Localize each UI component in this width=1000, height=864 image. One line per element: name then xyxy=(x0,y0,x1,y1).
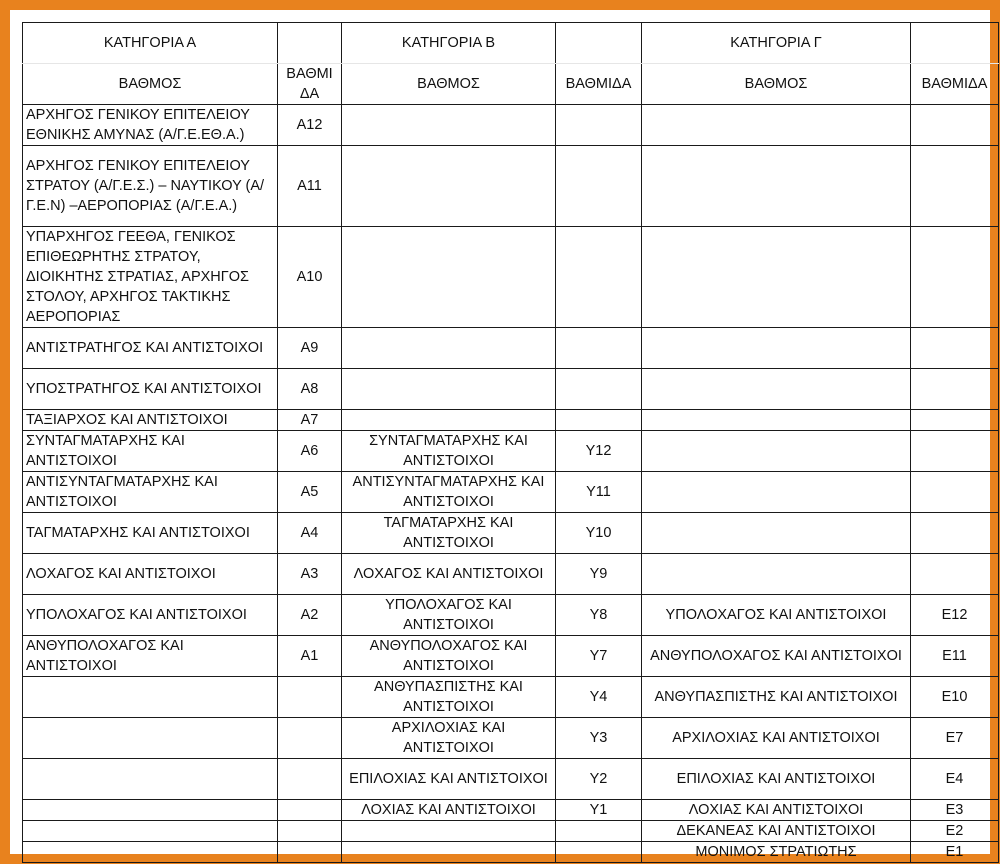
grade-b-cell xyxy=(556,105,642,146)
grade-b-cell: Υ7 xyxy=(556,636,642,677)
table-row xyxy=(23,472,999,513)
rank-b-cell xyxy=(342,410,556,431)
grade-c-cell: Ε3 xyxy=(911,800,999,821)
grade-c-cell xyxy=(911,513,999,554)
grade-a-cell: Α12 xyxy=(278,105,342,146)
grade-c-cell: Ε1 xyxy=(911,842,999,863)
rank-c-cell: ΜΟΝΙΜΟΣ ΣΤΡΑΤΙΩΤΗΣ xyxy=(642,842,911,863)
rank-a-column-header: ΒΑΘΜΟΣ xyxy=(23,64,278,105)
grade-a-column-header: ΒΑΘΜΙ ΔΑ xyxy=(278,64,342,105)
rank-c-cell: ΑΡΧΙΛΟΧΙΑΣ ΚΑΙ ΑΝΤΙΣΤΟΙΧΟΙ xyxy=(642,718,911,759)
table-row xyxy=(23,554,999,595)
category-c-grade-spacer xyxy=(911,23,999,64)
grade-a-cell: Α7 xyxy=(278,410,342,431)
rank-b-cell: ΑΡΧΙΛΟΧΙΑΣ ΚΑΙ ΑΝΤΙΣΤΟΙΧΟΙ xyxy=(342,718,556,759)
rank-c-cell: ΔΕΚΑΝΕΑΣ ΚΑΙ ΑΝΤΙΣΤΟΙΧΟΙ xyxy=(642,821,911,842)
rank-c-cell xyxy=(642,472,911,513)
grade-c-cell xyxy=(911,554,999,595)
table-row xyxy=(23,842,999,863)
grade-c-cell: Ε7 xyxy=(911,718,999,759)
rank-b-cell: ΛΟΧΙΑΣ ΚΑΙ ΑΝΤΙΣΤΟΙΧΟΙ xyxy=(342,800,556,821)
rank-c-cell xyxy=(642,369,911,410)
rank-b-cell: ΤΑΓΜΑΤΑΡΧΗΣ ΚΑΙ ΑΝΤΙΣΤΟΙΧΟΙ xyxy=(342,513,556,554)
table-row xyxy=(23,105,999,146)
rank-a-cell: ΑΡΧΗΓΟΣ ΓΕΝΙΚΟΥ ΕΠΙΤΕΛΕΙΟΥ ΣΤΡΑΤΟΥ (Α/Γ.Ε.Σ.) – ΝΑΥΤΙΚΟΥ (Α/Γ.Ε.Ν) –ΑΕΡΟΠΟΡΙΑΣ (Α/Γ.Ε.Α.) xyxy=(23,146,278,227)
rank-b-cell: ΣΥΝΤΑΓΜΑΤΑΡΧΗΣ ΚΑΙ ΑΝΤΙΣΤΟΙΧΟΙ xyxy=(342,431,556,472)
rank-c-cell xyxy=(642,146,911,227)
rank-b-column-header: ΒΑΘΜΟΣ xyxy=(342,64,556,105)
grade-a-cell: Α9 xyxy=(278,328,342,369)
rank-c-cell: ΑΝΘΥΠΑΣΠΙΣΤΗΣ ΚΑΙ ΑΝΤΙΣΤΟΙΧΟΙ xyxy=(642,677,911,718)
rank-a-cell: ΣΥΝΤΑΓΜΑΤΑΡΧΗΣ ΚΑΙ ΑΝΤΙΣΤΟΙΧΟΙ xyxy=(23,431,278,472)
grade-b-cell xyxy=(556,821,642,842)
rank-a-cell: ΑΡΧΗΓΟΣ ΓΕΝΙΚΟΥ ΕΠΙΤΕΛΕΙΟΥ ΕΘΝΙΚΗΣ ΑΜΥΝΑΣ (Α/Γ.Ε.ΕΘ.Α.) xyxy=(23,105,278,146)
grade-c-cell xyxy=(911,472,999,513)
grade-b-cell: Υ3 xyxy=(556,718,642,759)
table-row xyxy=(23,513,999,554)
rank-c-cell: ΑΝΘΥΠΟΛΟΧΑΓΟΣ ΚΑΙ ΑΝΤΙΣΤΟΙΧΟΙ xyxy=(642,636,911,677)
grade-c-cell xyxy=(911,410,999,431)
grade-a-cell xyxy=(278,800,342,821)
rank-c-cell xyxy=(642,513,911,554)
rank-c-cell xyxy=(642,105,911,146)
table-row xyxy=(23,759,999,800)
table-row xyxy=(23,410,999,431)
category-b-grade-spacer xyxy=(556,23,642,64)
table-row xyxy=(23,677,999,718)
grade-b-cell xyxy=(556,146,642,227)
rank-a-cell: ΛΟΧΑΓΟΣ ΚΑΙ ΑΝΤΙΣΤΟΙΧΟΙ xyxy=(23,554,278,595)
rank-c-cell xyxy=(642,227,911,328)
category-a-grade-spacer xyxy=(278,23,342,64)
grade-b-cell xyxy=(556,227,642,328)
grade-a-cell: Α10 xyxy=(278,227,342,328)
table-row xyxy=(23,718,999,759)
table-row xyxy=(23,800,999,821)
grade-b-cell: Υ8 xyxy=(556,595,642,636)
grade-c-cell xyxy=(911,146,999,227)
grade-a-cell xyxy=(278,821,342,842)
rank-c-cell: ΛΟΧΙΑΣ ΚΑΙ ΑΝΤΙΣΤΟΙΧΟΙ xyxy=(642,800,911,821)
grade-c-cell xyxy=(911,105,999,146)
grade-c-cell xyxy=(911,328,999,369)
grade-b-cell: Υ9 xyxy=(556,554,642,595)
rank-c-cell xyxy=(642,554,911,595)
grade-a-cell: Α2 xyxy=(278,595,342,636)
rank-a-cell xyxy=(23,718,278,759)
rank-b-cell xyxy=(342,105,556,146)
table-row xyxy=(23,636,999,677)
grade-b-cell: Υ10 xyxy=(556,513,642,554)
rank-c-cell xyxy=(642,328,911,369)
grade-c-cell xyxy=(911,227,999,328)
rank-a-cell: ΑΝΘΥΠΟΛΟΧΑΓΟΣ ΚΑΙ ΑΝΤΙΣΤΟΙΧΟΙ xyxy=(23,636,278,677)
rank-c-cell: ΕΠΙΛΟΧΙΑΣ ΚΑΙ ΑΝΤΙΣΤΟΙΧΟΙ xyxy=(642,759,911,800)
grade-c-cell xyxy=(911,369,999,410)
grade-b-cell: Υ4 xyxy=(556,677,642,718)
table-row xyxy=(23,431,999,472)
grade-b-column-header: ΒΑΘΜΙΔΑ xyxy=(556,64,642,105)
table-row xyxy=(23,227,999,328)
grade-a-cell xyxy=(278,718,342,759)
rank-b-cell: ΑΝΤΙΣΥΝΤΑΓΜΑΤΑΡΧΗΣ ΚΑΙ ΑΝΤΙΣΤΟΙΧΟΙ xyxy=(342,472,556,513)
table-row xyxy=(23,821,999,842)
grade-a-cell xyxy=(278,842,342,863)
rank-b-cell xyxy=(342,146,556,227)
rank-b-cell xyxy=(342,821,556,842)
rank-a-cell: ΑΝΤΙΣΥΝΤΑΓΜΑΤΑΡΧΗΣ ΚΑΙ ΑΝΤΙΣΤΟΙΧΟΙ xyxy=(23,472,278,513)
grade-c-cell: Ε4 xyxy=(911,759,999,800)
grade-a-cell: Α5 xyxy=(278,472,342,513)
rank-a-cell xyxy=(23,800,278,821)
category-b-heading: ΚΑΤΗΓΟΡΙΑ Β xyxy=(342,23,556,64)
rank-a-cell: ΑΝΤΙΣΤΡΑΤΗΓΟΣ ΚΑΙ ΑΝΤΙΣΤΟΙΧΟΙ xyxy=(23,328,278,369)
header-row-categories xyxy=(23,23,999,64)
rank-correspondence-table xyxy=(22,22,999,863)
table-row xyxy=(23,369,999,410)
rank-a-cell: ΤΑΞΙΑΡΧΟΣ ΚΑΙ ΑΝΤΙΣΤΟΙΧΟΙ xyxy=(23,410,278,431)
rank-c-cell: ΥΠΟΛΟΧΑΓΟΣ ΚΑΙ ΑΝΤΙΣΤΟΙΧΟΙ xyxy=(642,595,911,636)
grade-b-cell xyxy=(556,328,642,369)
rank-a-cell xyxy=(23,821,278,842)
table-row xyxy=(23,146,999,227)
grade-c-cell: Ε12 xyxy=(911,595,999,636)
rank-b-cell xyxy=(342,227,556,328)
grade-b-cell: Υ1 xyxy=(556,800,642,821)
grade-c-cell: Ε11 xyxy=(911,636,999,677)
rank-c-cell xyxy=(642,431,911,472)
rank-a-cell xyxy=(23,759,278,800)
grade-a-cell xyxy=(278,677,342,718)
grade-b-cell: Υ12 xyxy=(556,431,642,472)
rank-a-cell: ΥΠΟΛΟΧΑΓΟΣ ΚΑΙ ΑΝΤΙΣΤΟΙΧΟΙ xyxy=(23,595,278,636)
grade-b-cell xyxy=(556,842,642,863)
category-a-heading: ΚΑΤΗΓΟΡΙΑ Α xyxy=(23,23,278,64)
table-row xyxy=(23,595,999,636)
rank-a-cell: ΥΠΟΣΤΡΑΤΗΓΟΣ ΚΑΙ ΑΝΤΙΣΤΟΙΧΟΙ xyxy=(23,369,278,410)
rank-a-cell: ΤΑΓΜΑΤΑΡΧΗΣ ΚΑΙ ΑΝΤΙΣΤΟΙΧΟΙ xyxy=(23,513,278,554)
rank-c-cell xyxy=(642,410,911,431)
category-c-heading: ΚΑΤΗΓΟΡΙΑ Γ xyxy=(642,23,911,64)
grade-c-cell: Ε2 xyxy=(911,821,999,842)
grade-c-column-header: ΒΑΘΜΙΔΑ xyxy=(911,64,999,105)
grade-a-cell: Α1 xyxy=(278,636,342,677)
grade-b-cell xyxy=(556,369,642,410)
rank-b-cell: ΥΠΟΛΟΧΑΓΟΣ ΚΑΙ ΑΝΤΙΣΤΟΙΧΟΙ xyxy=(342,595,556,636)
grade-b-cell xyxy=(556,410,642,431)
header-row-columns xyxy=(23,64,999,105)
grade-a-cell: Α4 xyxy=(278,513,342,554)
rank-b-cell xyxy=(342,369,556,410)
grade-b-cell: Υ11 xyxy=(556,472,642,513)
rank-a-cell xyxy=(23,842,278,863)
rank-a-cell: ΥΠΑΡΧΗΓΟΣ ΓΕΕΘΑ, ΓΕΝΙΚΟΣ ΕΠΙΘΕΩΡΗΤΗΣ ΣΤΡΑΤΟΥ, ΔΙΟΙΚΗΤΗΣ ΣΤΡΑΤΙΑΣ, ΑΡΧΗΓΟΣ ΣΤΟΛΟΥ, ΑΡΧΗΓΟΣ ΤΑΚΤΙΚΗΣ ΑΕΡΟΠΟΡΙΑΣ xyxy=(23,227,278,328)
grade-a-cell: Α3 xyxy=(278,554,342,595)
grade-b-cell: Υ2 xyxy=(556,759,642,800)
grade-a-cell: Α8 xyxy=(278,369,342,410)
grade-c-cell: Ε10 xyxy=(911,677,999,718)
grade-a-cell xyxy=(278,759,342,800)
rank-b-cell: ΛΟΧΑΓΟΣ ΚΑΙ ΑΝΤΙΣΤΟΙΧΟΙ xyxy=(342,554,556,595)
grade-c-cell xyxy=(911,431,999,472)
table-row xyxy=(23,328,999,369)
grade-a-cell: Α11 xyxy=(278,146,342,227)
rank-c-column-header: ΒΑΘΜΟΣ xyxy=(642,64,911,105)
rank-a-cell xyxy=(23,677,278,718)
rank-b-cell: ΑΝΘΥΠΟΛΟΧΑΓΟΣ ΚΑΙ ΑΝΤΙΣΤΟΙΧΟΙ xyxy=(342,636,556,677)
grade-a-cell: Α6 xyxy=(278,431,342,472)
rank-b-cell: ΕΠΙΛΟΧΙΑΣ ΚΑΙ ΑΝΤΙΣΤΟΙΧΟΙ xyxy=(342,759,556,800)
rank-b-cell xyxy=(342,842,556,863)
rank-b-cell xyxy=(342,328,556,369)
rank-b-cell: ΑΝΘΥΠΑΣΠΙΣΤΗΣ ΚΑΙ ΑΝΤΙΣΤΟΙΧΟΙ xyxy=(342,677,556,718)
